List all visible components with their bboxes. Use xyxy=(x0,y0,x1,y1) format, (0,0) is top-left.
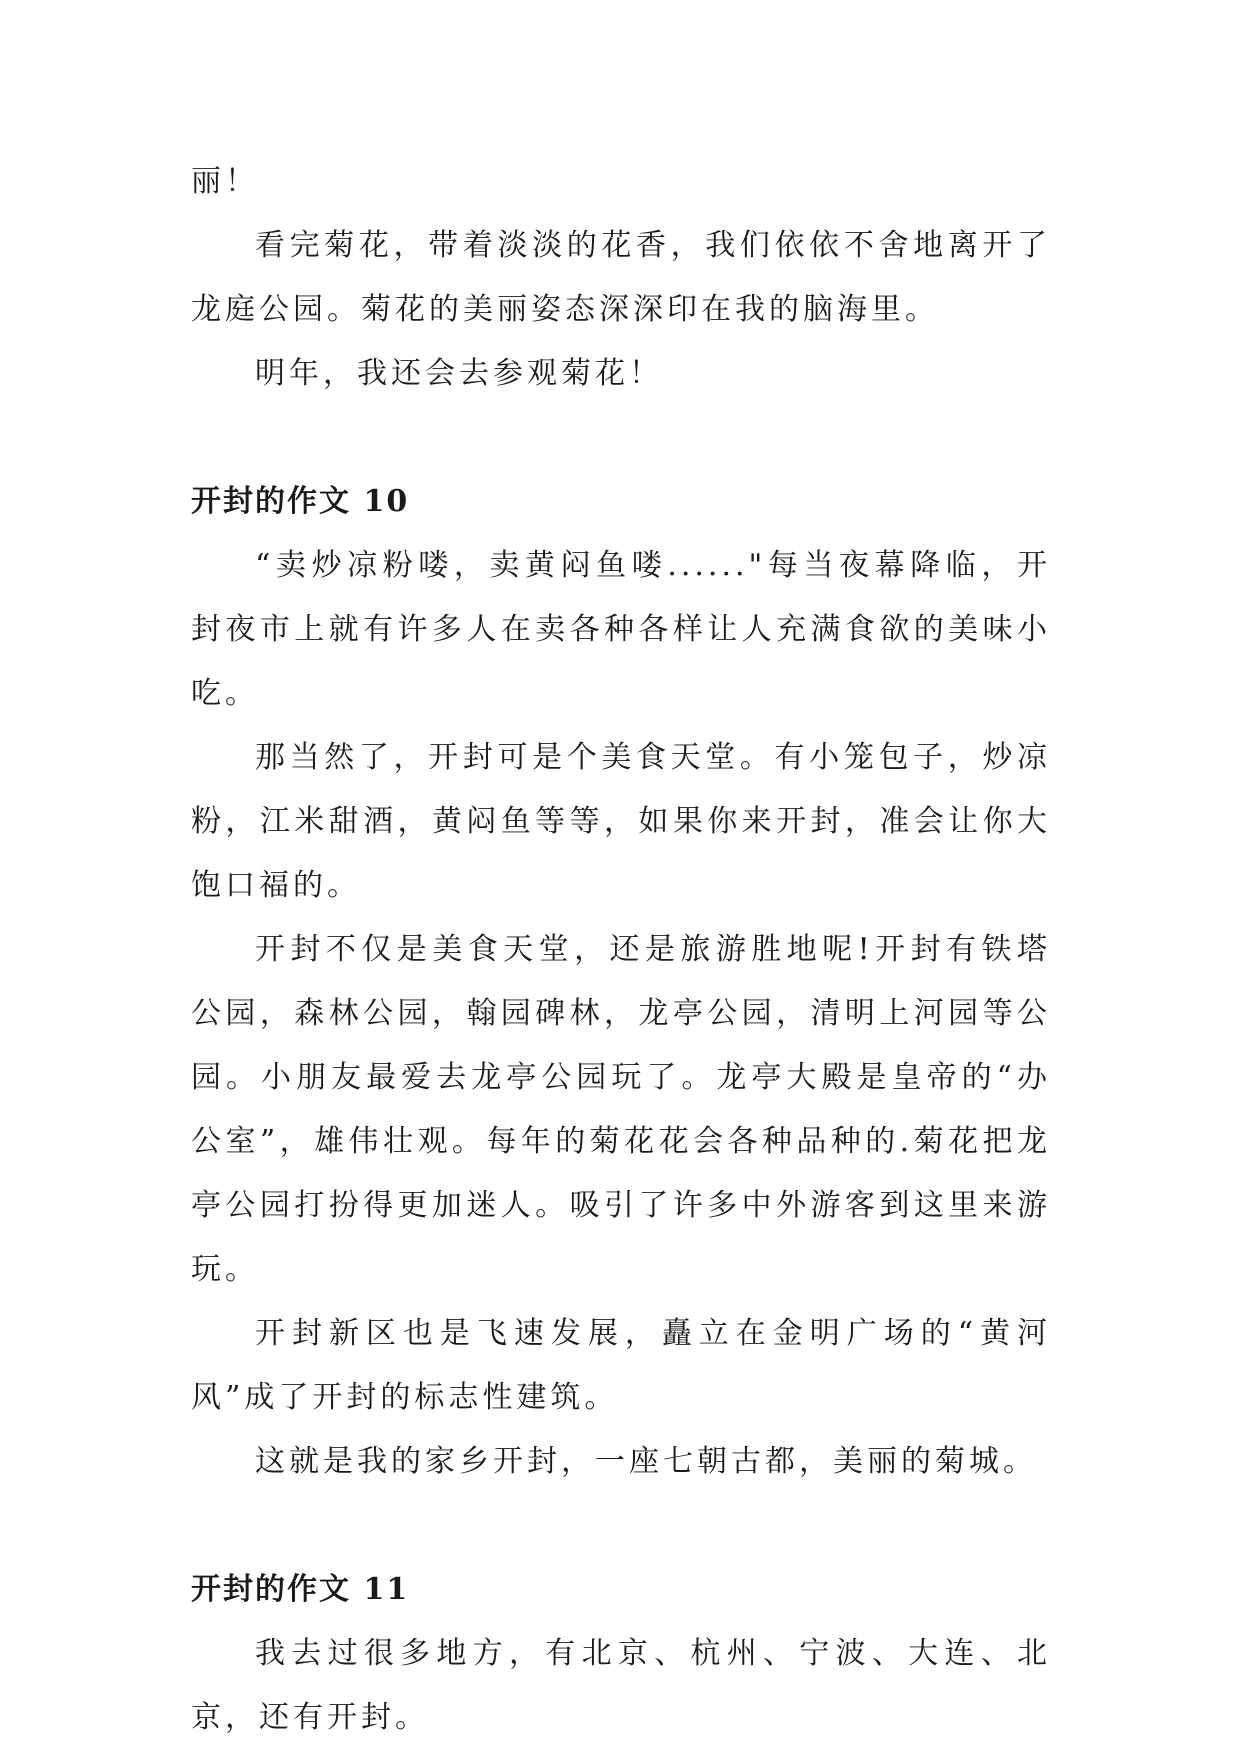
paragraph: 这就是我的家乡开封，一座七朝古都，美丽的菊城。 xyxy=(255,1444,1037,1479)
paragraph: 那当然了，开封可是个美食天堂。有小笼包子，炒凉粉，江米甜酒，黄闷鱼等等，如果你来开封，准会让你大饱口福的。 xyxy=(191,740,1051,903)
paragraph: 明年，我还会去参观菊花！ xyxy=(255,356,663,391)
section-gap xyxy=(191,1494,1051,1558)
paragraph: 看完菊花，带着淡淡的花香，我们依依不舍地离开了龙庭公园。菊花的美丽姿态深深印在我的脑海里。 xyxy=(191,228,1051,327)
section-gap xyxy=(191,406,1051,470)
document-page xyxy=(191,150,1051,1750)
paragraph: “卖炒凉粉喽，卖黄闷鱼喽......"每当夜幕降临，开封夜市上就有许多人在卖各种各样让人充满食欲的美味小吃。 xyxy=(191,548,1051,711)
paragraph: 开封新区也是飞速发展，矗立在金明广场的“黄河风”成了开封的标志性建筑。 xyxy=(191,1316,1051,1415)
section-heading-11: 开封的作文 11 xyxy=(191,1572,410,1607)
paragraph: 开封不仅是美食天堂，还是旅游胜地呢!开封有铁塔公园，森林公园，翰园碑林，龙亭公园，清明上河园等公园。小朋友最爱去龙亭公园玩了。龙亭大殿是皇帝的“办公室”，雄伟壮观。每年的菊花花会各种品种的.菊花把龙亭公园打扮得更加迷人。吸引了许多中外游客到这里来游玩。 xyxy=(191,932,1051,1287)
paragraph-continuation: 丽！ xyxy=(191,164,259,199)
section-heading-10: 开封的作文 10 xyxy=(191,484,410,519)
paragraph: 我去过很多地方，有北京、杭州、宁波、大连、北京，还有开封。 xyxy=(191,1636,1051,1735)
